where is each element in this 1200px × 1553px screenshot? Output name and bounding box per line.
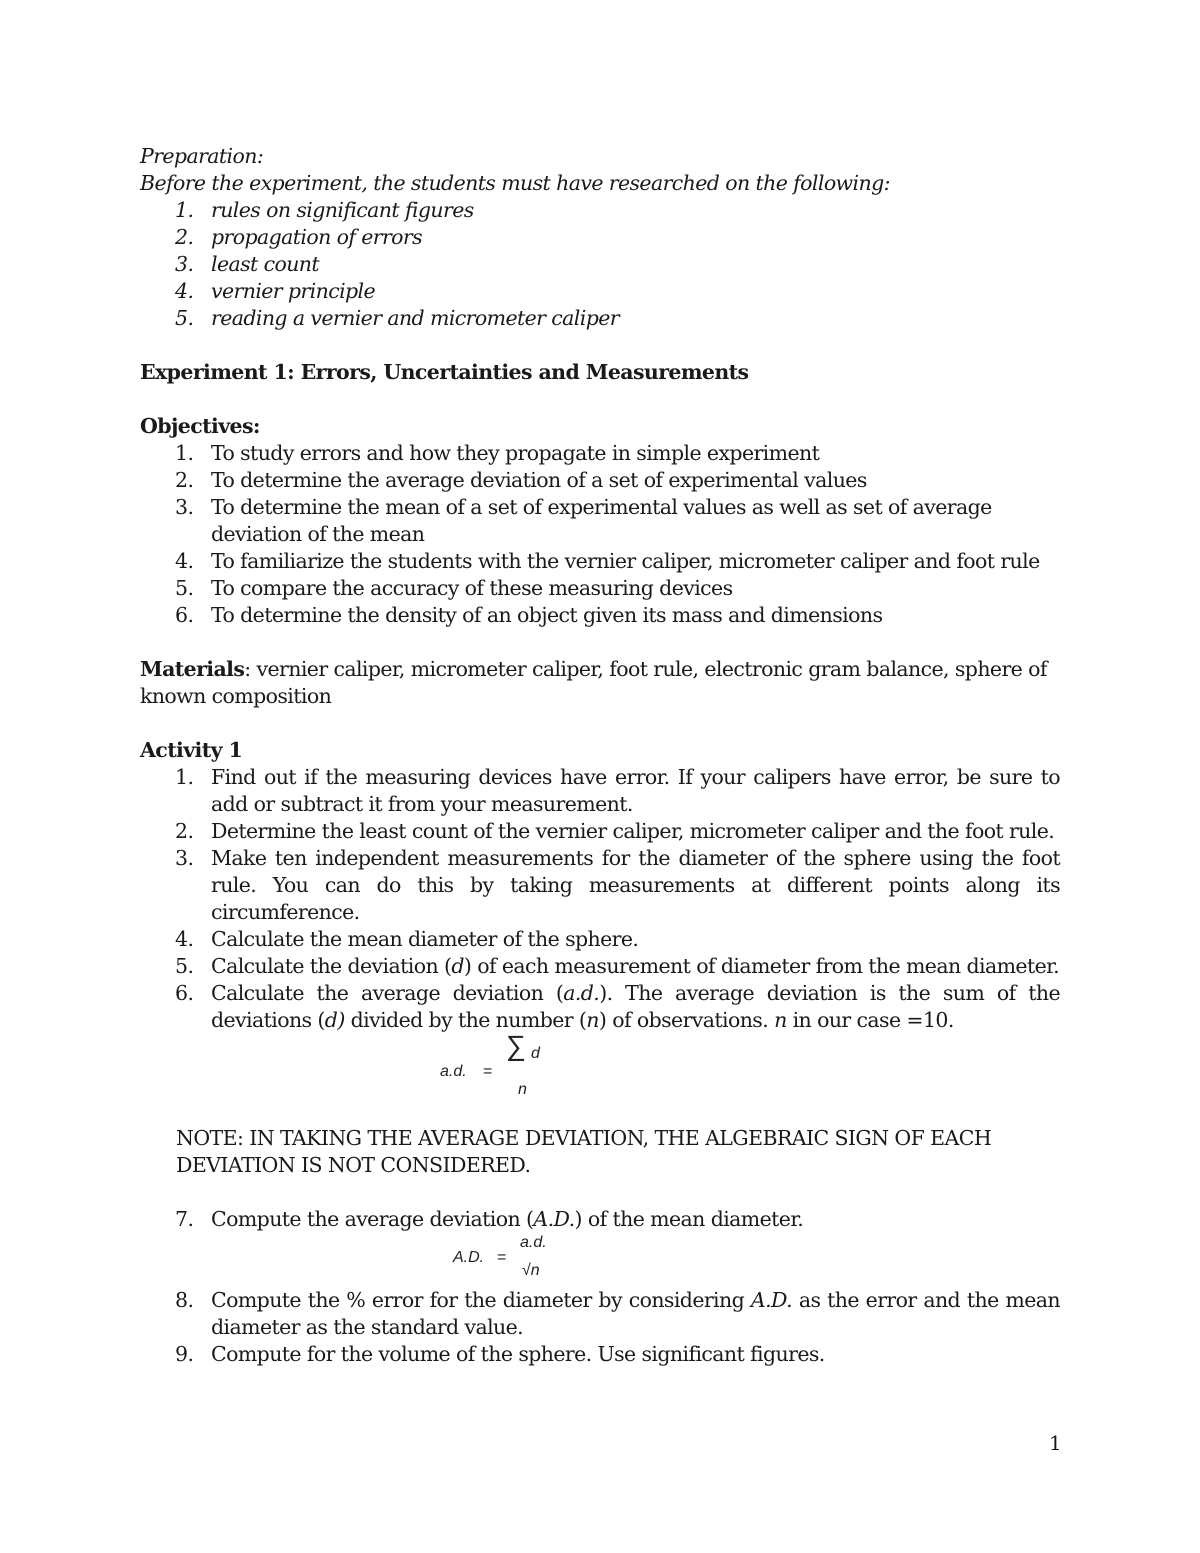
- objectives-list: [140, 440, 1060, 629]
- page-content: [140, 143, 1060, 1368]
- list-item: 6. To determine the density of an object given its mass and dimensions: [175, 603, 883, 627]
- activity-list-final: [140, 1287, 1060, 1368]
- eq1-equals: =: [483, 1063, 493, 1080]
- list-item: 5. To compare the accuracy of these measuring devices: [175, 576, 733, 600]
- list-item: 2. propagation of errors: [175, 225, 423, 249]
- experiment-title: Experiment 1: Errors, Uncertainties and Measurements: [140, 360, 749, 384]
- list-item: 4. To familiarize the students with the vernier caliper, micrometer caliper and foot rule: [175, 549, 1040, 573]
- eq1-denominator: n: [518, 1081, 527, 1098]
- materials-text: : vernier caliper, micrometer caliper, foot rule, electronic gram balance, sphere of known composition: [140, 657, 1047, 708]
- list-item: 3. Make ten independent measurements for the diameter of the sphere using the foot rule. You can do this by taking measurements at different points along its circumference.: [175, 846, 1060, 924]
- eq2-lhs: A.D.: [453, 1249, 485, 1266]
- eq1-lhs: a.d.: [440, 1063, 467, 1080]
- materials-label: Materials: [140, 657, 245, 681]
- eq2-numerator: a.d.: [520, 1234, 547, 1251]
- list-item: 8. Compute the % error for the diameter by considering A.D. as the error and the mean diameter as the standard value.: [175, 1288, 1060, 1339]
- list-item: 2. Determine the least count of the vernier caliper, micrometer caliper and the foot rule.: [175, 819, 1055, 843]
- list-item: 2. To determine the average deviation of a set of experimental values: [175, 468, 867, 492]
- mean-average-deviation-equation: [140, 1233, 1060, 1287]
- list-item: 7. Compute the average deviation (A.D.) of the mean diameter.: [175, 1207, 804, 1231]
- materials-paragraph: [140, 656, 1060, 710]
- list-item: 3. least count: [175, 252, 320, 276]
- activity-list: [140, 764, 1060, 1034]
- list-item: 1. Find out if the measuring devices have error. If your calipers have error, be sure to add or subtract it from your measurement.: [175, 765, 1060, 816]
- activity-list-continued: [140, 1206, 1060, 1233]
- sum-symbol: ∑: [506, 1030, 526, 1061]
- list-item: 3. To determine the mean of a set of experimental values as well as set of average deviation of the mean: [175, 495, 992, 546]
- average-deviation-equation: [140, 1030, 1060, 1098]
- list-item: 9. Compute for the volume of the sphere. Use significant figures.: [175, 1342, 825, 1366]
- eq1-numerator: d: [531, 1045, 540, 1062]
- eq2-equals: =: [497, 1249, 507, 1266]
- list-item: 4. vernier principle: [175, 279, 376, 303]
- list-item: 1. To study errors and how they propagate in simple experiment: [175, 441, 820, 465]
- page-number: 1: [1049, 1431, 1062, 1455]
- preparation-list: [140, 197, 1060, 332]
- list-item: 5. reading a vernier and micrometer caliper: [175, 306, 619, 330]
- preparation-heading: Preparation:: [140, 144, 264, 168]
- objectives-heading: Objectives:: [140, 414, 260, 438]
- list-item: 5. Calculate the deviation (d) of each measurement of diameter from the mean diameter.: [175, 954, 1059, 978]
- list-item: 1. rules on significant figures: [175, 198, 474, 222]
- list-item: 4. Calculate the mean diameter of the sphere.: [175, 927, 639, 951]
- list-item: 6. Calculate the average deviation (a.d.). The average deviation is the sum of the deviations (d) divided by the number (n) of observations. n in our case =10.: [175, 981, 1060, 1032]
- eq2-denominator: √n: [522, 1262, 540, 1279]
- preparation-intro: Before the experiment, the students must have researched on the following:: [140, 171, 890, 195]
- activity-heading: Activity 1: [140, 738, 243, 762]
- note-paragraph: NOTE: IN TAKING THE AVERAGE DEVIATION, THE ALGEBRAIC SIGN OF EACH DEVIATION IS NOT CONSIDERED.: [176, 1126, 992, 1177]
